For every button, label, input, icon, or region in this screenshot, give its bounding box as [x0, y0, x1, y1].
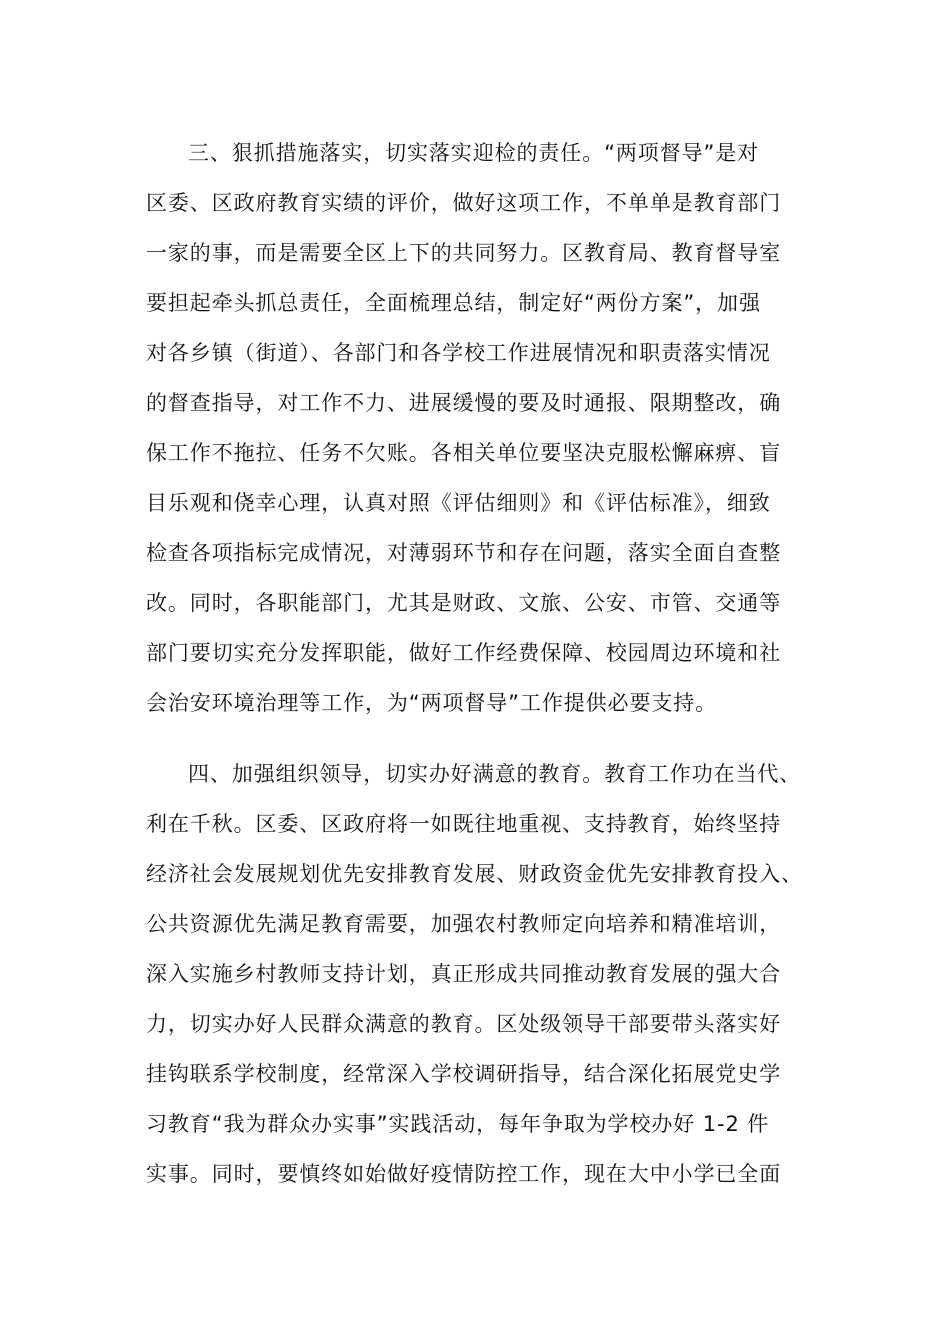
- paragraph-1-line-9: 检查各项指标完成情况，对薄弱环节和存在问题，落实全面自查整: [146, 541, 782, 565]
- paragraph-1-line-2: 区委、区政府教育实绩的评价，做好这项工作，不单单是教育部门: [146, 191, 782, 215]
- paragraph-2-line-6: 力，切实办好人民群众满意的教育。区处级领导干部要带头落实好: [146, 1012, 782, 1036]
- paragraph-2-line-1: 四、加强组织领导，切实办好满意的教育。教育工作功在当代、: [188, 762, 802, 786]
- paragraph-2-line-4: 公共资源优先满足教育需要，加强农村教师定向培养和精准培训，: [146, 912, 782, 936]
- paragraph-2-line-7: 挂钩联系学校制度，经常深入学校调研指导，结合深化拓展党史学: [146, 1062, 782, 1086]
- paragraph-2-line-5: 深入实施乡村教师支持计划，真正形成共同推动教育发展的强大合: [146, 962, 782, 986]
- paragraph-2-line-3: 经济社会发展规划优先安排教育发展、财政资金优先安排教育投入、: [146, 862, 803, 886]
- paragraph-1-line-1: 三、狠抓措施落实，切实落实迎检的责任。“两项督导”是对: [188, 141, 760, 165]
- paragraph-1-line-12: 会治安环境治理等工作，为“两项督导”工作提供必要支持。: [146, 691, 718, 715]
- paragraph-2-line-8: 习教育“我为群众办实事”实践活动，每年争取为学校办好 1-2 件: [146, 1112, 770, 1136]
- paragraph-2-line-2: 利在千秋。区委、区政府将一如既往地重视、支持教育，始终坚持: [146, 812, 782, 836]
- paragraph-1-line-3: 一家的事，而是需要全区上下的共同努力。区教育局、教育督导室: [146, 241, 782, 265]
- paragraph-2-line-9: 实事。同时，要慎终如始做好疫情防控工作，现在大中小学已全面: [146, 1162, 782, 1186]
- paragraph-1-line-11: 部门要切实充分发挥职能，做好工作经费保障、校园周边环境和社: [146, 641, 782, 665]
- paragraph-1-line-4: 要担起牵头抓总责任，全面梳理总结，制定好“两份方案”，加强: [146, 291, 761, 315]
- paragraph-1-line-8: 目乐观和侥幸心理，认真对照《评估细则》和《评估标准》，细致: [146, 491, 771, 515]
- paragraph-1-line-7: 保工作不拖拉、任务不欠账。各相关单位要坚决克服松懈麻痹、盲: [146, 441, 782, 465]
- paragraph-1-line-10: 改。同时，各职能部门，尤其是财政、文旅、公安、市管、交通等: [146, 591, 782, 615]
- paragraph-1-line-6: 的督查指导，对工作不力、进展缓慢的要及时通报、限期整改，确: [146, 391, 782, 415]
- paragraph-1-line-5: 对各乡镇（街道）、各部门和各学校工作进展情况和职责落实情况: [146, 341, 771, 365]
